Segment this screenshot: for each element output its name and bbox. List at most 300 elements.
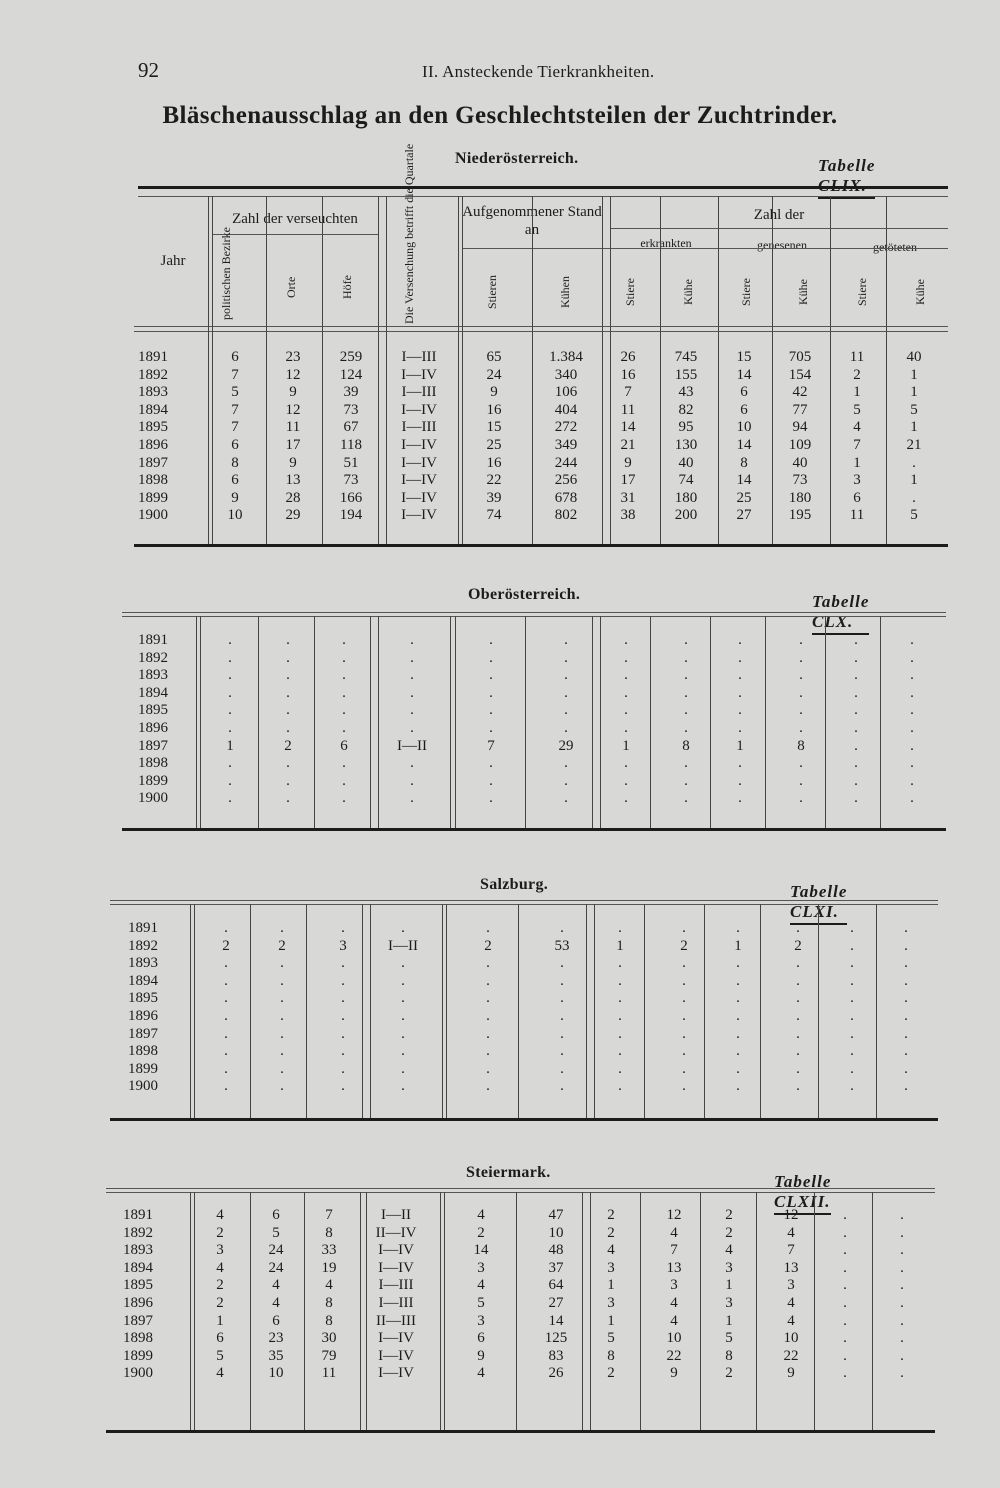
year-cell: 1900 bbox=[123, 1365, 153, 1382]
table-cell: . bbox=[738, 719, 742, 736]
table-cell: . bbox=[850, 972, 854, 989]
table-cell: . bbox=[560, 1025, 564, 1042]
table-cell: 8 bbox=[325, 1312, 333, 1329]
table-cell: . bbox=[486, 1025, 490, 1042]
table-cell: 8 bbox=[231, 454, 239, 471]
data-column-stand-stieren bbox=[461, 349, 527, 525]
year-cell: 1891 bbox=[138, 349, 168, 365]
year-cell: 1896 bbox=[138, 436, 168, 453]
table-cell: . bbox=[564, 719, 568, 736]
table-cell: . bbox=[286, 702, 290, 719]
table-cell: 16 bbox=[486, 454, 502, 471]
table-cell: . bbox=[564, 632, 568, 648]
table-cell: 27 bbox=[548, 1294, 564, 1311]
table-cell: . bbox=[410, 772, 414, 789]
table-cell: 40 bbox=[792, 454, 808, 471]
table-cell: . bbox=[850, 1078, 854, 1095]
data-column-hoefe bbox=[311, 632, 377, 808]
table-cell: 9 bbox=[477, 1347, 485, 1364]
table-cell: 30 bbox=[321, 1330, 337, 1347]
table-cell: II—IV bbox=[375, 1224, 417, 1241]
table-cell: . bbox=[624, 772, 628, 789]
table-cell: . bbox=[489, 790, 493, 807]
table-cell: 1 bbox=[725, 1277, 733, 1294]
header-getoeteten: getöteten bbox=[873, 240, 917, 254]
table-cell: 194 bbox=[339, 507, 363, 524]
table-cell: 10 bbox=[666, 1330, 682, 1347]
table-cell: 24 bbox=[486, 366, 502, 383]
table-cell: I—IV bbox=[378, 1347, 414, 1364]
column-divider bbox=[444, 1192, 445, 1430]
table-cell: 95 bbox=[678, 419, 694, 436]
table-cell: . bbox=[900, 1312, 904, 1329]
table-cell: 4 bbox=[216, 1259, 224, 1276]
year-cell: 1900 bbox=[138, 790, 168, 807]
table-reference: Tabelle CLX. bbox=[812, 592, 869, 635]
table-cell: . bbox=[489, 649, 493, 666]
table-cell: . bbox=[224, 972, 228, 989]
year-cell: 1893 bbox=[138, 384, 168, 401]
data-column-hoefe bbox=[318, 349, 384, 525]
table-bottom-rule bbox=[110, 1118, 938, 1121]
table-cell: 4 bbox=[725, 1242, 733, 1259]
table-cell: 74 bbox=[486, 507, 502, 524]
table-cell: . bbox=[228, 649, 232, 666]
table-cell: . bbox=[410, 684, 414, 701]
table-cell: . bbox=[843, 1277, 847, 1294]
table-reference: Tabelle CLXI. bbox=[790, 882, 847, 925]
table-cell: . bbox=[286, 649, 290, 666]
year-cell: 1892 bbox=[128, 937, 158, 954]
table-top-rule bbox=[106, 1192, 935, 1193]
table-cell: . bbox=[796, 1078, 800, 1095]
table-cell: I—IV bbox=[378, 1259, 414, 1276]
table-cell: . bbox=[900, 1365, 904, 1382]
table-cell: . bbox=[489, 632, 493, 648]
table-cell: 2 bbox=[853, 366, 861, 383]
table-cell: 166 bbox=[339, 489, 363, 506]
table-cell: . bbox=[401, 1078, 405, 1095]
data-column-erkr-stiere bbox=[587, 920, 653, 1096]
table-cell: . bbox=[684, 667, 688, 684]
table-cell: . bbox=[900, 1294, 904, 1311]
header-quartale: Die Versenchung betrifft die Quartale bbox=[402, 143, 416, 324]
table-cell: 40 bbox=[678, 454, 694, 471]
table-cell: . bbox=[854, 790, 858, 807]
year-cell: 1895 bbox=[128, 990, 158, 1007]
table-cell: 180 bbox=[788, 489, 812, 506]
table-cell: . bbox=[342, 702, 346, 719]
table-cell: 23 bbox=[285, 349, 301, 365]
table-cell: . bbox=[682, 1078, 686, 1095]
table-cell: 9 bbox=[787, 1365, 795, 1382]
table-cell: 1 bbox=[734, 937, 742, 954]
table-cell: 8 bbox=[325, 1224, 333, 1241]
table-cell: I—III bbox=[401, 384, 437, 401]
table-cell: 12 bbox=[285, 401, 301, 418]
table-cell: 28 bbox=[285, 489, 301, 506]
table-cell: . bbox=[624, 719, 628, 736]
table-cell: 8 bbox=[797, 737, 805, 754]
table-cell: . bbox=[618, 955, 622, 972]
data-column-gen-stiere bbox=[705, 920, 771, 1096]
year-cell: 1898 bbox=[123, 1330, 153, 1347]
table-cell: 10 bbox=[736, 419, 752, 436]
table-cell: . bbox=[854, 772, 858, 789]
table-cell: 6 bbox=[231, 472, 239, 489]
table-cell: 2 bbox=[216, 1224, 224, 1241]
table-cell: . bbox=[280, 1025, 284, 1042]
table-reference: Tabelle CLXII. bbox=[774, 1172, 831, 1215]
table-cell: 17 bbox=[620, 472, 636, 489]
table-cell: . bbox=[682, 1025, 686, 1042]
column-divider bbox=[442, 904, 443, 1118]
table-cell: 272 bbox=[554, 419, 578, 436]
table-cell: . bbox=[900, 1347, 904, 1364]
table-cell: 8 bbox=[682, 737, 690, 754]
year-cell: 1897 bbox=[138, 737, 168, 754]
table-top-rule bbox=[122, 616, 946, 617]
year-cell: 1900 bbox=[138, 507, 168, 524]
table-cell: . bbox=[489, 719, 493, 736]
table-cell: 47 bbox=[548, 1207, 564, 1223]
table-cell: . bbox=[900, 1277, 904, 1294]
year-cell: 1896 bbox=[123, 1294, 153, 1311]
table-cell: . bbox=[624, 632, 628, 648]
table-top-rule bbox=[106, 1188, 935, 1189]
table-cell: . bbox=[904, 1025, 908, 1042]
table-cell: . bbox=[401, 990, 405, 1007]
table-cell: . bbox=[286, 790, 290, 807]
table-cell: . bbox=[799, 632, 803, 648]
table-cell: . bbox=[486, 1043, 490, 1060]
table-cell: 155 bbox=[674, 366, 698, 383]
table-cell: 1 bbox=[910, 472, 918, 489]
table-cell: . bbox=[904, 1007, 908, 1024]
table-cell: 13 bbox=[783, 1259, 799, 1276]
table-cell: . bbox=[560, 955, 564, 972]
table-cell: . bbox=[410, 790, 414, 807]
table-cell: 7 bbox=[624, 384, 632, 401]
table-cell: 21 bbox=[906, 436, 922, 453]
header-genesenen: genesenen bbox=[757, 238, 807, 252]
table-cell: . bbox=[850, 1025, 854, 1042]
table-cell: 2 bbox=[725, 1207, 733, 1223]
table-cell: . bbox=[618, 990, 622, 1007]
table-cell: . bbox=[796, 1025, 800, 1042]
table-cell: 14 bbox=[548, 1312, 564, 1329]
table-cell: . bbox=[618, 920, 622, 936]
table-cell: . bbox=[564, 667, 568, 684]
table-cell: 9 bbox=[490, 384, 498, 401]
table-cell: 19 bbox=[321, 1259, 337, 1276]
table-cell: I—IV bbox=[378, 1242, 414, 1259]
table-cell: 4 bbox=[787, 1224, 795, 1241]
column-divider bbox=[455, 616, 456, 828]
year-cell: 1896 bbox=[138, 719, 168, 736]
table-cell: . bbox=[736, 990, 740, 1007]
table-cell: . bbox=[410, 649, 414, 666]
table-cell: . bbox=[854, 632, 858, 648]
table-cell: . bbox=[224, 1043, 228, 1060]
table-cell: . bbox=[401, 1060, 405, 1077]
year-cell: 1897 bbox=[138, 454, 168, 471]
year-cell: 1891 bbox=[128, 920, 158, 936]
table-cell: 23 bbox=[268, 1330, 284, 1347]
table-cell: . bbox=[910, 772, 914, 789]
table-cell: 13 bbox=[666, 1259, 682, 1276]
table-cell: . bbox=[682, 955, 686, 972]
table-cell: . bbox=[799, 667, 803, 684]
header-orte: Orte bbox=[284, 276, 298, 298]
table-cell: . bbox=[228, 755, 232, 772]
table-cell: . bbox=[341, 1060, 345, 1077]
data-column-quartale bbox=[379, 632, 445, 808]
table-cell: . bbox=[224, 1007, 228, 1024]
table-cell: 1.384 bbox=[549, 349, 583, 365]
table-cell: 26 bbox=[548, 1365, 564, 1382]
table-cell: . bbox=[228, 772, 232, 789]
year-cell: 1893 bbox=[138, 667, 168, 684]
table-cell: . bbox=[850, 937, 854, 954]
table-cell: 38 bbox=[620, 507, 636, 524]
data-column-stand-kuehen bbox=[533, 349, 599, 525]
year-cell: 1891 bbox=[138, 632, 168, 648]
table-cell: 79 bbox=[321, 1347, 337, 1364]
table-cell: . bbox=[280, 1060, 284, 1077]
table-cell: 11 bbox=[620, 401, 636, 418]
table-cell: . bbox=[286, 755, 290, 772]
table-cell: 2 bbox=[607, 1224, 615, 1241]
table-cell: 7 bbox=[231, 419, 239, 436]
table-top-rule bbox=[110, 904, 938, 905]
table-cell: 4 bbox=[787, 1294, 795, 1311]
table-cell: 42 bbox=[792, 384, 808, 401]
table-cell: . bbox=[342, 667, 346, 684]
table-cell: . bbox=[486, 1078, 490, 1095]
header-erkr-kuehe: Kühe bbox=[681, 279, 695, 305]
table-cell: 24 bbox=[268, 1242, 284, 1259]
table-cell: . bbox=[341, 1025, 345, 1042]
table-cell: . bbox=[228, 632, 232, 648]
table-cell: 7 bbox=[325, 1207, 333, 1223]
table-cell: 259 bbox=[339, 349, 363, 365]
region-title: Steiermark. bbox=[466, 1164, 551, 1181]
table-cell: 2 bbox=[725, 1224, 733, 1241]
table-cell: . bbox=[341, 972, 345, 989]
table-cell: 24 bbox=[268, 1259, 284, 1276]
region-title: Salzburg. bbox=[480, 876, 549, 893]
table-cell: 130 bbox=[674, 436, 698, 453]
table-cell: I—IV bbox=[378, 1330, 414, 1347]
table-cell: . bbox=[843, 1330, 847, 1347]
year-column bbox=[138, 349, 198, 525]
table-cell: I—II bbox=[388, 937, 418, 954]
data-column-gen-stiere bbox=[696, 1207, 762, 1383]
table-cell: 4 bbox=[607, 1242, 615, 1259]
table-cell: 7 bbox=[670, 1242, 678, 1259]
table-cell: . bbox=[736, 1043, 740, 1060]
table-cell: I—III bbox=[401, 349, 437, 365]
table-cell: 11 bbox=[321, 1365, 337, 1382]
table-cell: 3 bbox=[725, 1294, 733, 1311]
table-cell: 12 bbox=[666, 1207, 682, 1223]
table-cell: 3 bbox=[477, 1312, 485, 1329]
table-cell: 4 bbox=[216, 1207, 224, 1223]
table-cell: . bbox=[910, 737, 914, 754]
table-cell: . bbox=[854, 737, 858, 754]
table-cell: . bbox=[904, 1078, 908, 1095]
year-cell: 1899 bbox=[138, 772, 168, 789]
table-cell: . bbox=[401, 1025, 405, 1042]
data-column-hoefe bbox=[310, 920, 376, 1096]
table-cell: 180 bbox=[674, 489, 698, 506]
table-cell: 67 bbox=[343, 419, 359, 436]
table-cell: 94 bbox=[792, 419, 808, 436]
table-cell: . bbox=[799, 649, 803, 666]
table-cell: . bbox=[624, 649, 628, 666]
table-cell: . bbox=[342, 719, 346, 736]
table-cell: . bbox=[341, 1007, 345, 1024]
year-cell: 1895 bbox=[123, 1277, 153, 1294]
table-cell: . bbox=[850, 920, 854, 936]
data-column-get-kuehe bbox=[873, 920, 939, 1096]
table-cell: 31 bbox=[620, 489, 636, 506]
table-cell: . bbox=[489, 755, 493, 772]
table-cell: 11 bbox=[849, 349, 865, 365]
table-cell: 9 bbox=[289, 454, 297, 471]
table-reference: Tabelle CLIX. bbox=[818, 156, 875, 199]
table-cell: . bbox=[900, 1259, 904, 1276]
table-cell: 39 bbox=[343, 384, 359, 401]
table-cell: 26 bbox=[620, 349, 636, 365]
table-cell: . bbox=[401, 920, 405, 936]
year-cell: 1892 bbox=[138, 366, 168, 383]
data-column-gen-stiere bbox=[707, 632, 773, 808]
table-cell: . bbox=[224, 955, 228, 972]
table-top-rule bbox=[122, 612, 946, 613]
year-cell: 1892 bbox=[123, 1224, 153, 1241]
header-pol-bezirke: politischen Bezirke bbox=[219, 227, 233, 320]
year-cell: 1898 bbox=[138, 472, 168, 489]
table-cell: 124 bbox=[339, 366, 363, 383]
table-cell: 12 bbox=[285, 366, 301, 383]
data-column-get-kuehe bbox=[869, 1207, 935, 1383]
year-cell: 1898 bbox=[128, 1043, 158, 1060]
table-cell: 9 bbox=[289, 384, 297, 401]
header-jahr: Jahr bbox=[160, 253, 186, 269]
table-cell: 73 bbox=[792, 472, 808, 489]
table-cell: . bbox=[796, 972, 800, 989]
table-cell: 745 bbox=[674, 349, 698, 365]
data-column-get-kuehe bbox=[879, 632, 945, 808]
table-cell: . bbox=[738, 790, 742, 807]
table-cell: 2 bbox=[607, 1207, 615, 1223]
table-cell: . bbox=[624, 667, 628, 684]
table-cell: . bbox=[738, 755, 742, 772]
table-cell: . bbox=[910, 632, 914, 648]
table-cell: . bbox=[684, 632, 688, 648]
table-cell: . bbox=[736, 1007, 740, 1024]
table-cell: . bbox=[904, 990, 908, 1007]
table-cell: . bbox=[843, 1207, 847, 1223]
table-cell: . bbox=[624, 790, 628, 807]
header-erkrankten: erkrankten bbox=[640, 236, 692, 250]
table-cell: . bbox=[410, 702, 414, 719]
table-cell: . bbox=[564, 790, 568, 807]
table-cell: 5 bbox=[910, 507, 918, 524]
year-cell: 1897 bbox=[123, 1312, 153, 1329]
table-cell: . bbox=[564, 684, 568, 701]
table-cell: . bbox=[624, 755, 628, 772]
table-cell: . bbox=[489, 772, 493, 789]
table-cell: . bbox=[843, 1294, 847, 1311]
table-cell: 1 bbox=[853, 384, 861, 401]
table-cell: 22 bbox=[486, 472, 502, 489]
table-cell: . bbox=[910, 684, 914, 701]
table-cell: . bbox=[799, 790, 803, 807]
table-cell: . bbox=[224, 990, 228, 1007]
table-cell: 5 bbox=[910, 401, 918, 418]
table-cell: . bbox=[684, 719, 688, 736]
data-column-quartale bbox=[363, 1207, 429, 1383]
table-cell: . bbox=[401, 1007, 405, 1024]
table-cell: . bbox=[684, 649, 688, 666]
table-cell: 2 bbox=[680, 937, 688, 954]
table-cell: 73 bbox=[343, 472, 359, 489]
table-cell: 37 bbox=[548, 1259, 564, 1276]
table-cell: 9 bbox=[670, 1365, 678, 1382]
table-cell: 13 bbox=[285, 472, 301, 489]
table-cell: 2 bbox=[284, 737, 292, 754]
table-cell: . bbox=[341, 955, 345, 972]
column-divider bbox=[446, 904, 447, 1118]
table-cell: 1 bbox=[607, 1277, 615, 1294]
table-cell: . bbox=[796, 1007, 800, 1024]
table-cell: 4 bbox=[325, 1277, 333, 1294]
table-cell: . bbox=[560, 1078, 564, 1095]
table-cell: 4 bbox=[477, 1207, 485, 1223]
table-cell: . bbox=[684, 755, 688, 772]
table-cell: . bbox=[854, 755, 858, 772]
table-cell: 5 bbox=[231, 384, 239, 401]
table-cell: . bbox=[850, 1060, 854, 1077]
year-cell: 1898 bbox=[138, 755, 168, 772]
table-cell: 53 bbox=[554, 937, 570, 954]
table-cell: 109 bbox=[788, 436, 812, 453]
table-cell: 73 bbox=[343, 401, 359, 418]
table-cell: 7 bbox=[787, 1242, 795, 1259]
table-cell: . bbox=[843, 1242, 847, 1259]
table-cell: . bbox=[489, 702, 493, 719]
table-cell: 74 bbox=[678, 472, 694, 489]
table-cell: . bbox=[560, 1060, 564, 1077]
table-cell: 2 bbox=[278, 937, 286, 954]
table-cell: . bbox=[843, 1365, 847, 1382]
header-stieren: Stieren bbox=[485, 275, 499, 309]
year-cell: 1895 bbox=[138, 702, 168, 719]
data-column-stand-stieren bbox=[455, 920, 521, 1096]
table-cell: 5 bbox=[853, 401, 861, 418]
table-cell: . bbox=[738, 772, 742, 789]
page-title: Bläschenausschlag an den Geschlechtsteilen der Zuchtrinder. bbox=[162, 102, 838, 129]
table-cell: I—IV bbox=[401, 472, 437, 489]
header-aufgenommen: Aufgenommener Stand an bbox=[462, 204, 602, 238]
table-cell: . bbox=[854, 684, 858, 701]
table-cell: 349 bbox=[554, 436, 578, 453]
table-cell: . bbox=[341, 920, 345, 936]
table-cell: 22 bbox=[783, 1347, 799, 1364]
